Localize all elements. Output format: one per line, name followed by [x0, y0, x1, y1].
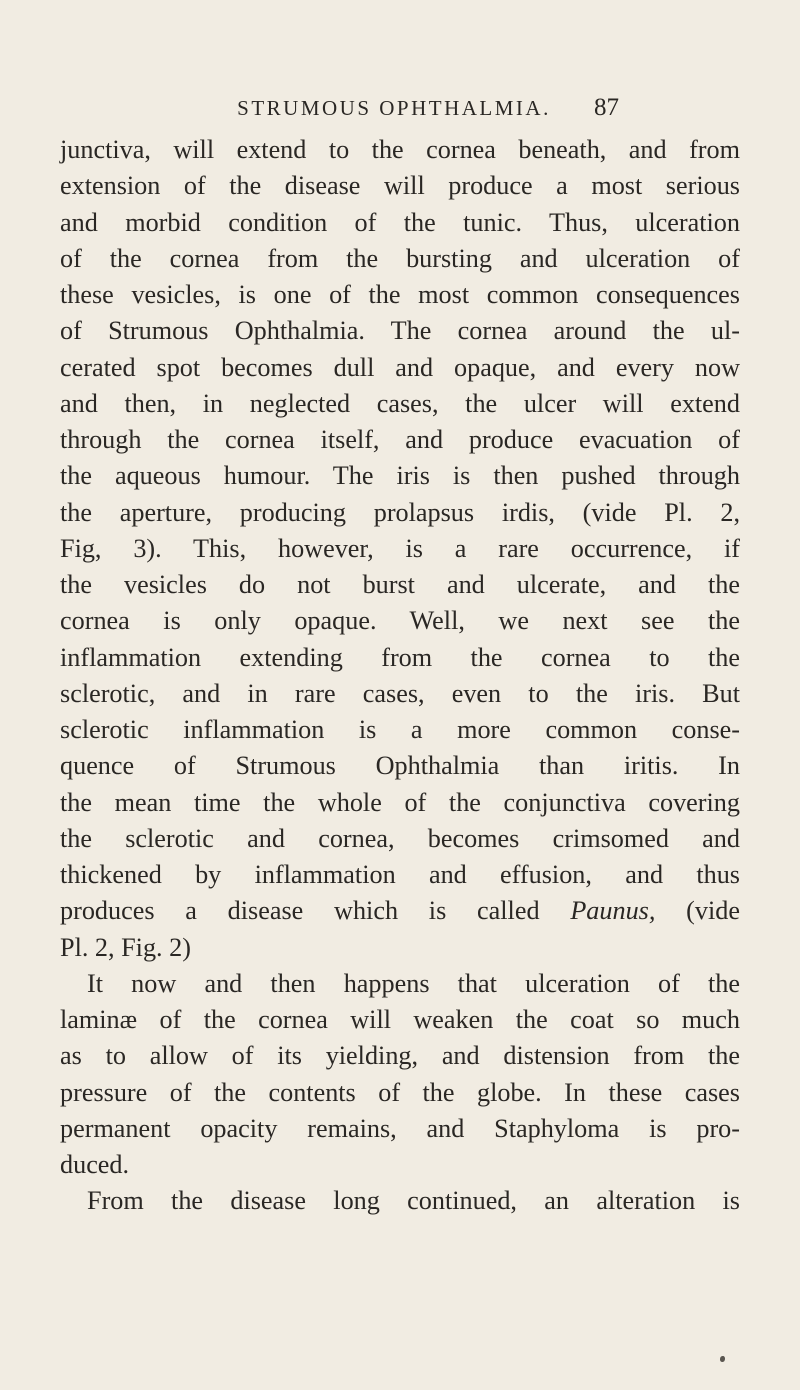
text-line: the mean time the whole of the conjunctiva covering	[60, 787, 740, 817]
text-line: of Strumous Ophthalmia. The cornea around the ul-	[60, 316, 740, 346]
running-title: STRUMOUS OPHTHALMIA.	[237, 96, 551, 120]
text-line: of the cornea from the bursting and ulceration of	[60, 243, 740, 273]
body-text	[60, 132, 740, 1220]
text-line: the aperture, producing prolapsus irdis, (vide Pl. 2,	[60, 497, 740, 527]
text-line: cornea is only opaque. Well, we next see the	[60, 606, 740, 636]
text-line: pressure of the contents of the globe. In these cases	[60, 1077, 740, 1107]
text-line: extension of the disease will produce a most serious	[60, 171, 740, 201]
text-line: the aqueous humour. The iris is then pushed through	[60, 461, 740, 491]
text-line: Pl. 2, Fig. 2)	[60, 932, 191, 962]
paragraph-start-line: It now and then happens that ulceration of the	[87, 968, 740, 998]
text-line: as to allow of its yielding, and distension from the	[60, 1041, 740, 1071]
text-line: junctiva, will extend to the cornea beneath, and from	[60, 135, 740, 164]
running-head	[0, 88, 800, 128]
text-line: inflammation extending from the cornea to the	[60, 642, 740, 672]
pannus-before: produces a disease which is called	[60, 896, 571, 926]
pannus-after: (vide	[655, 896, 740, 926]
text-line: cerated spot becomes dull and opaque, and every now	[60, 352, 740, 382]
text-line: laminæ of the cornea will weaken the coat so much	[60, 1005, 740, 1034]
ink-speck	[720, 1356, 725, 1362]
text-line: the sclerotic and cornea, becomes crimsomed and	[60, 823, 740, 853]
text-line-pannus	[60, 893, 740, 929]
text-line: Fig, 3). This, however, is a rare occurrence, if	[60, 533, 740, 563]
paragraph-start-line: From the disease long continued, an alteration is	[87, 1186, 740, 1216]
text-line: these vesicles, is one of the most common consequences	[60, 280, 740, 309]
text-line: sclerotic, and in rare cases, even to the iris. But	[60, 678, 740, 708]
text-line: quence of Strumous Ophthalmia than iritis. In	[60, 751, 740, 781]
text-line: thickened by inflammation and effusion, and thus	[60, 860, 740, 889]
text-line: duced.	[60, 1150, 130, 1179]
text-line: and morbid condition of the tunic. Thus, ulceration	[60, 207, 740, 237]
text-line: through the cornea itself, and produce evacuation of	[60, 425, 740, 454]
page-number: 87	[594, 94, 619, 121]
text-line: and then, in neglected cases, the ulcer will extend	[60, 388, 740, 418]
text-line: the vesicles do not burst and ulcerate, and the	[60, 570, 740, 599]
text-line: sclerotic inflammation is a more common conse-	[60, 715, 740, 744]
pannus-term: Paunus,	[570, 896, 656, 926]
text-line: permanent opacity remains, and Staphyloma is pro-	[60, 1113, 740, 1143]
